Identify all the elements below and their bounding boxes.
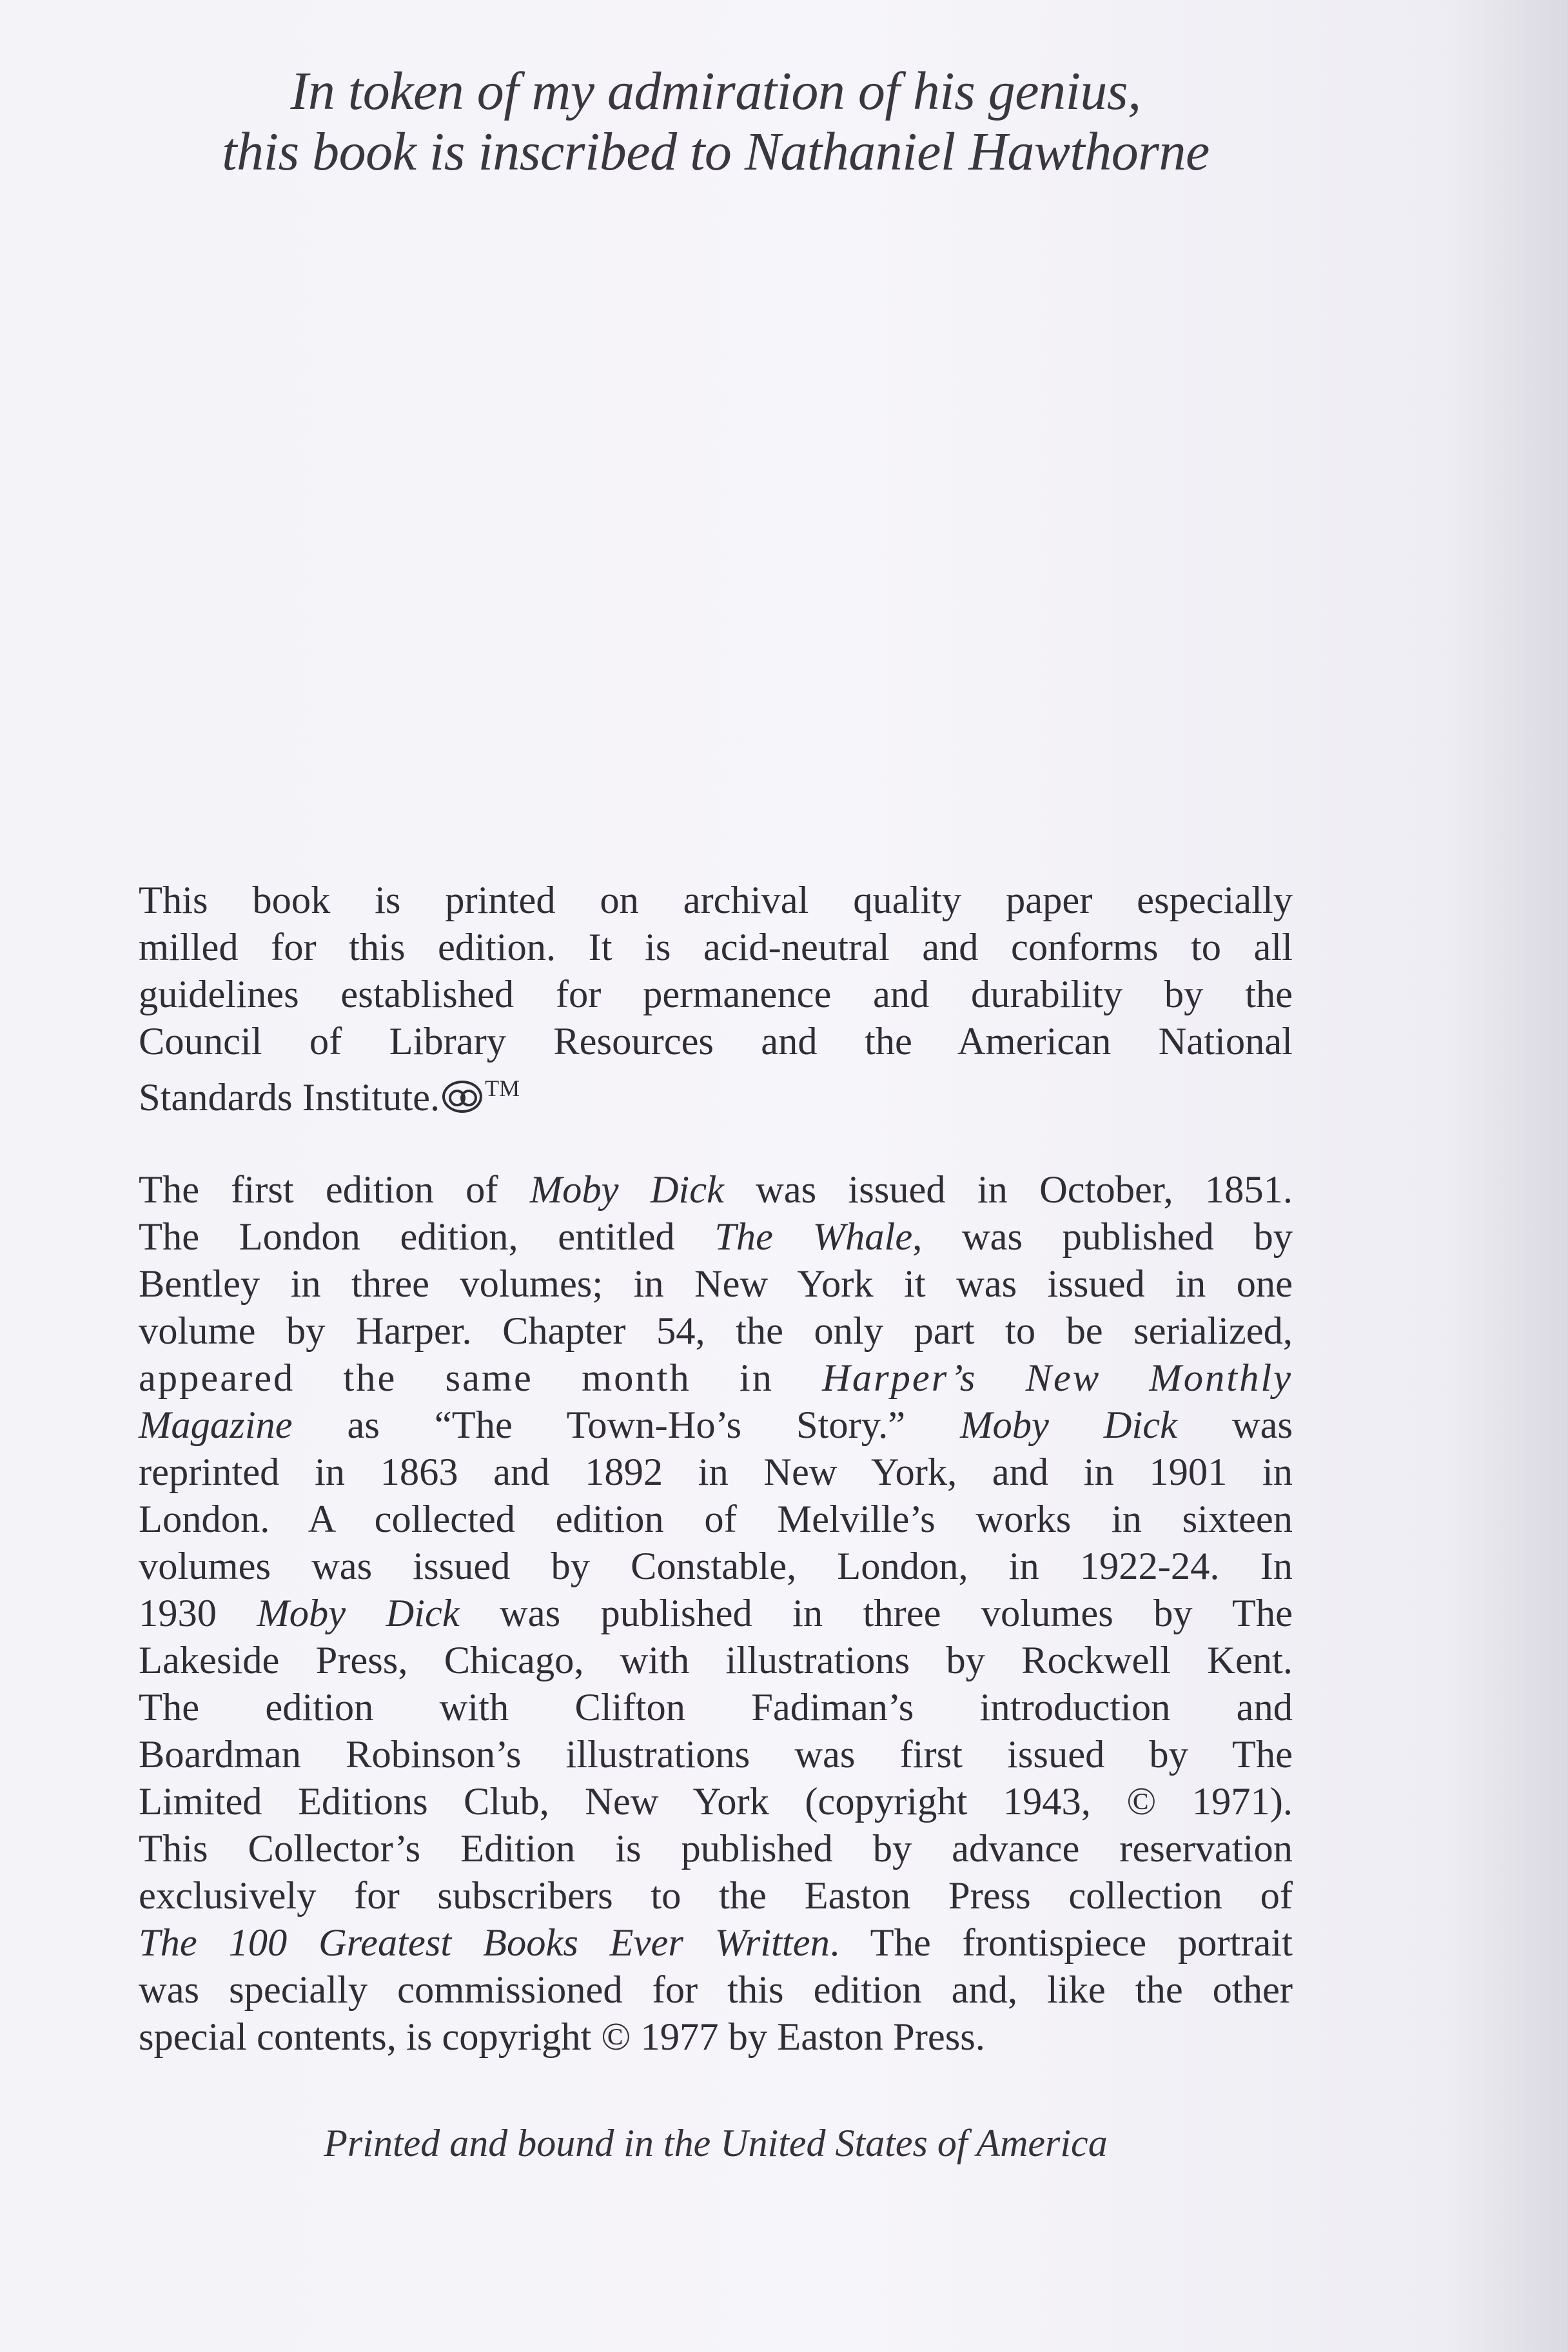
paper-notice-line: This book is printed on archival quality paper especially bbox=[139, 879, 1293, 922]
dedication-line-1: In token of my admiration of his genius, bbox=[290, 61, 1141, 121]
history-line: special contents, is copyright © 1977 by Easton Press. bbox=[139, 2015, 985, 2059]
history-line: Limited Editions Club, New York (copyright 1943, © 1971). bbox=[139, 1780, 1293, 1823]
history-line: The first edition of Moby Dick was issued in October, 1851. bbox=[139, 1168, 1293, 1211]
history-line: Lakeside Press, Chicago, with illustrations by Rockwell Kent. bbox=[139, 1639, 1293, 1682]
history-line: 1930 Moby Dick was published in three volumes by The bbox=[139, 1592, 1293, 1635]
history-line: volumes was issued by Constable, London, in 1922-24. In bbox=[139, 1545, 1293, 1588]
trademark-mark: TM bbox=[485, 1075, 520, 1101]
page-edge-shadow bbox=[1452, 0, 1568, 2352]
history-line: London. A collected edition of Melville’s works in sixteen bbox=[139, 1498, 1293, 1541]
dedication-line-2: this book is inscribed to Nathaniel Hawthorne bbox=[222, 122, 1210, 182]
history-line: reprinted in 1863 and 1892 in New York, and in 1901 in bbox=[139, 1451, 1293, 1494]
paper-notice bbox=[139, 877, 1293, 1121]
history-line: Bentley in three volumes; in New York it was issued in one bbox=[139, 1262, 1293, 1306]
dedication bbox=[129, 61, 1302, 182]
history-line: The London edition, entitled The Whale, was published by bbox=[139, 1215, 1293, 1259]
history-line: appeared the same month in Harper’s New Monthly bbox=[139, 1357, 1293, 1400]
history-line: Magazine as “The Town-Ho’s Story.” Moby Dick was bbox=[139, 1404, 1293, 1447]
infinity-paper-icon bbox=[442, 1081, 482, 1113]
colophon: Printed and bound in the United States of America bbox=[324, 2122, 1108, 2164]
edition-history bbox=[139, 1166, 1293, 2061]
paper-notice-line: Council of Library Resources and the American National bbox=[139, 1020, 1293, 1063]
history-line: volume by Harper. Chapter 54, the only part to be serialized, bbox=[139, 1309, 1293, 1353]
history-line: The edition with Clifton Fadiman’s introduction and bbox=[139, 1686, 1293, 1729]
history-line: The 100 Greatest Books Ever Written. The frontispiece portrait bbox=[139, 1921, 1293, 1965]
history-line: was specially commissioned for this edition and, like the other bbox=[139, 1968, 1293, 2012]
paper-notice-line: Standards Institute. ™ bbox=[139, 1075, 520, 1119]
history-line: This Collector’s Edition is published by advance reservation bbox=[139, 1827, 1293, 1870]
paper-notice-line: guidelines established for permanence and durability by the bbox=[139, 973, 1293, 1016]
history-line: Boardman Robinson’s illustrations was first issued by The bbox=[139, 1733, 1293, 1776]
history-line: exclusively for subscribers to the Easton Press collection of bbox=[139, 1874, 1293, 1917]
publication-notes bbox=[139, 877, 1293, 2061]
paper-notice-line: milled for this edition. It is acid-neutral and conforms to all bbox=[139, 926, 1293, 969]
